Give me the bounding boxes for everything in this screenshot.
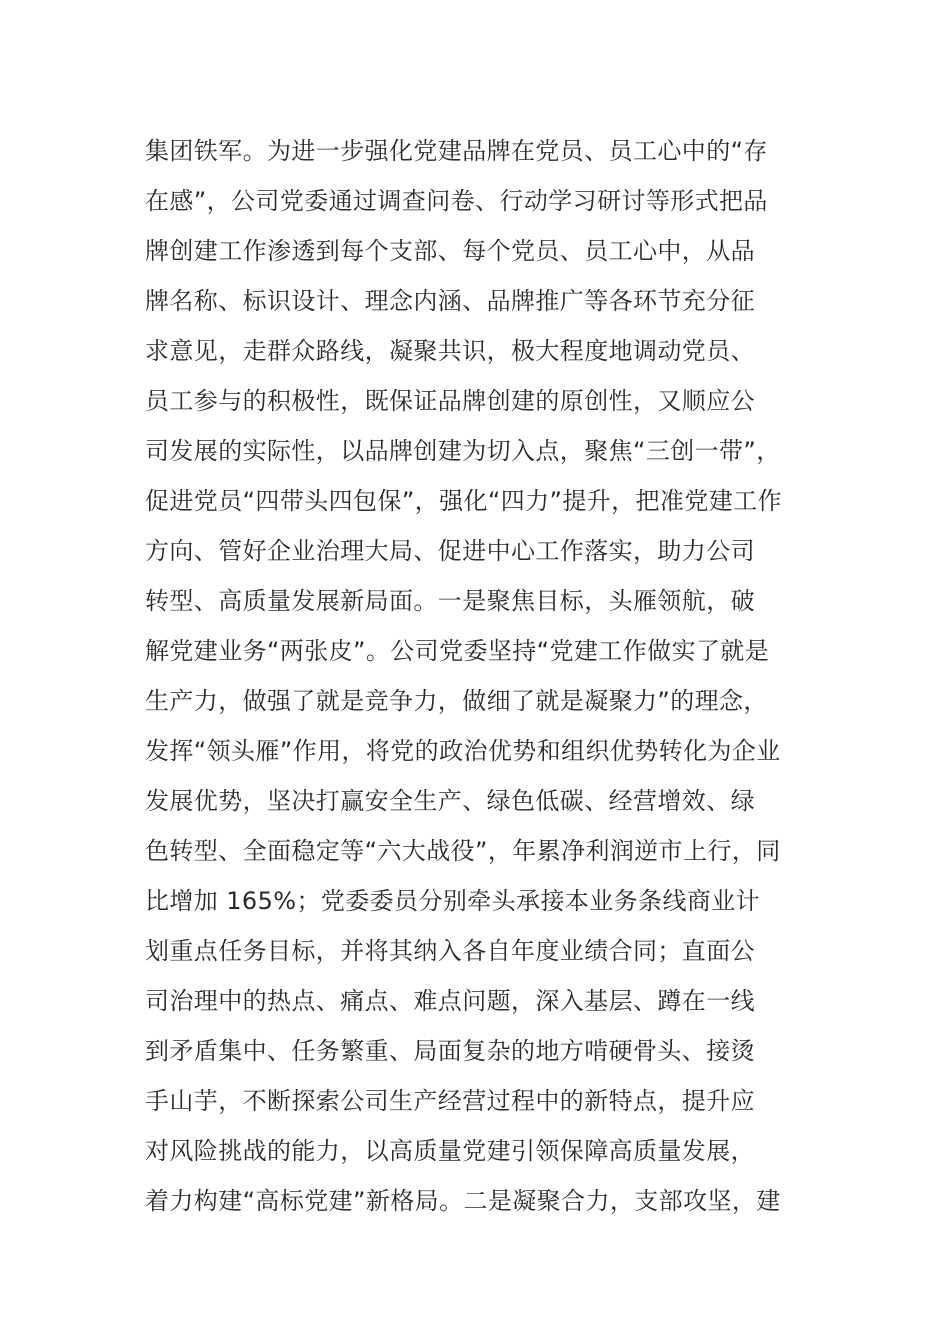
text-line: 对风险挑战的能力，以高质量党建引领保障高质量发展，	[145, 1137, 755, 1165]
text-line: 发挥“领头雁”作用，将党的政治优势和组织优势转化为企业	[145, 737, 781, 765]
text-line: 手山芋，不断探索公司生产经营过程中的新特点，提升应	[145, 1087, 755, 1115]
text-line: 司发展的实际性，以品牌创建为切入点，聚焦“三创一带”，	[145, 437, 781, 465]
text-line: 到矛盾集中、任务繁重、局面复杂的地方啃硬骨头、接烫	[145, 1037, 755, 1065]
text-line: 集团铁军。为进一步强化党建品牌在党员、员工心中的“存	[145, 137, 768, 165]
text-line: 发展优势，坚决打赢安全生产、绿色低碳、经营增效、绿	[145, 787, 755, 815]
text-line: 着力构建“高标党建”新格局。二是凝聚合力，支部攻坚，建	[145, 1187, 781, 1215]
text-line: 促进党员“四带头四包保”，强化“四力”提升，把准党建工作	[145, 487, 782, 515]
text-line: 划重点任务目标，并将其纳入各自年度业绩合同；直面公	[145, 937, 755, 965]
text-line: 司治理中的热点、痛点、难点问题，深入基层、蹲在一线	[145, 987, 755, 1015]
text-line: 转型、高质量发展新局面。一是聚焦目标，头雁领航，破	[145, 587, 755, 615]
text-line: 牌名称、标识设计、理念内涵、品牌推广等各环节充分征	[145, 287, 755, 315]
text-line: 在感”，公司党委通过调查问卷、行动学习研讨等形式把品	[145, 187, 768, 215]
text-line: 比增加 165%；党委委员分别牵头承接本业务条线商业计	[145, 887, 761, 915]
text-line: 求意见，走群众路线，凝聚共识，极大程度地调动党员、	[145, 337, 755, 365]
text-line: 生产力，做强了就是竞争力，做细了就是凝聚力”的理念，	[145, 687, 768, 715]
text-line: 牌创建工作渗透到每个支部、每个党员、员工心中，从品	[145, 237, 755, 265]
text-line: 员工参与的积极性，既保证品牌创建的原创性，又顺应公	[145, 387, 755, 415]
text-line: 色转型、全面稳定等“六大战役”，年累净利润逆市上行，同	[145, 837, 781, 865]
text-line: 方向、管好企业治理大局、促进中心工作落实，助力公司	[145, 537, 755, 565]
text-line: 解党建业务“两张皮”。公司党委坚持“党建工作做实了就是	[145, 637, 770, 665]
body-paragraph	[145, 126, 815, 1226]
